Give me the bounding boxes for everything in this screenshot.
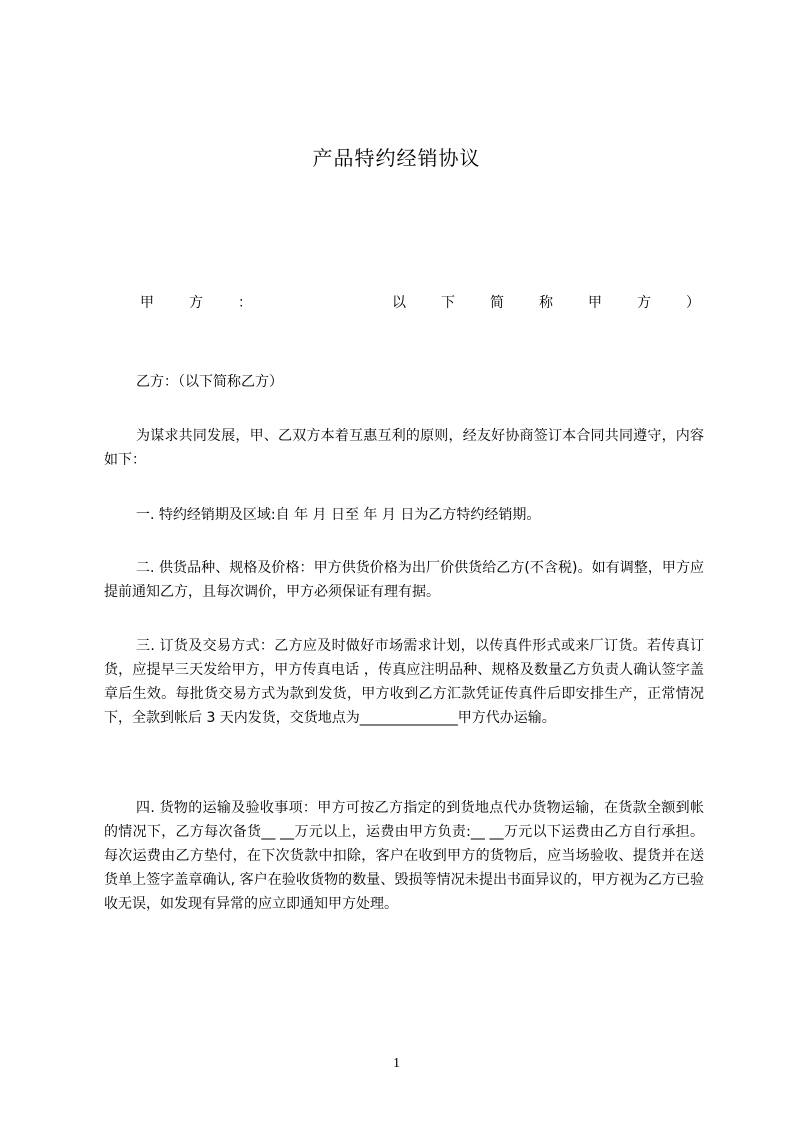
intro-paragraph: 为谋求共同发展，甲、乙双方本着互惠互利的原则，经友好协商签订本合同共同遵守，内容如下： xyxy=(104,428,704,468)
party-a-char: ） xyxy=(686,295,700,311)
party-a-char: 以 xyxy=(392,295,406,311)
clause-3: 三. 订货及交易方式：乙方应及时做好市场需求计划，以传真件形式或来厂订货。若传真订货，应提早三天发给甲方，甲方传真电话 ，传真应注明品种、规格及数量乙方负责人确认签字盖章后生效。每批货交易方式为款到发货，甲方收到乙方汇款凭证传真件后即安排生产，正常情况下，全款到帐后 3 天内发货，交货地点为______________甲方代办运输。 xyxy=(104,638,704,726)
clause-1: 一. 特约经销期及区域:自 年 月 日至 年 月 日为乙方特约经销期。 xyxy=(136,507,541,523)
party-a-blank xyxy=(287,292,357,312)
party-a-char: 称 xyxy=(539,295,553,311)
party-b-line: 乙方：（以下简称乙方） xyxy=(136,374,283,390)
party-a-char: ： xyxy=(238,295,252,311)
page-number: 1 xyxy=(393,1056,400,1071)
party-a-char: 方 xyxy=(189,295,203,311)
party-a-line xyxy=(140,292,700,312)
document-title: 产品特约经销协议 xyxy=(312,146,481,170)
clause-4: 四. 货物的运输及验收事项：甲方可按乙方指定的到货地点代办货物运输，在货款全额到帐的情况下，乙方每次备货__ __万元以上，运费由甲方负责:__ __万元以下运费由乙方自行承担。每次运费由乙方垫付，在下次货款中扣除，客户在收到甲方的货物后，应当场验收、提货并在送货单上签字盖章确认, 客户在验收货物的数量、毁损等情况未提出书面异议的，甲方视为乙方已验收无误，如发现有异常的应立即通知甲方处理。 xyxy=(104,800,704,912)
party-a-char: 下 xyxy=(441,295,455,311)
party-a-char: 简 xyxy=(490,295,504,311)
party-a-char: 方 xyxy=(637,295,651,311)
clause-2: 二. 供货品种、规格及价格：甲方供货价格为出厂价供货给乙方(不含税)。如有调整，甲方应提前通知乙方，且每次调价，甲方必须保证有理有据。 xyxy=(104,560,704,600)
party-a-char: 甲 xyxy=(140,295,154,311)
party-a-char: 甲 xyxy=(588,295,602,311)
